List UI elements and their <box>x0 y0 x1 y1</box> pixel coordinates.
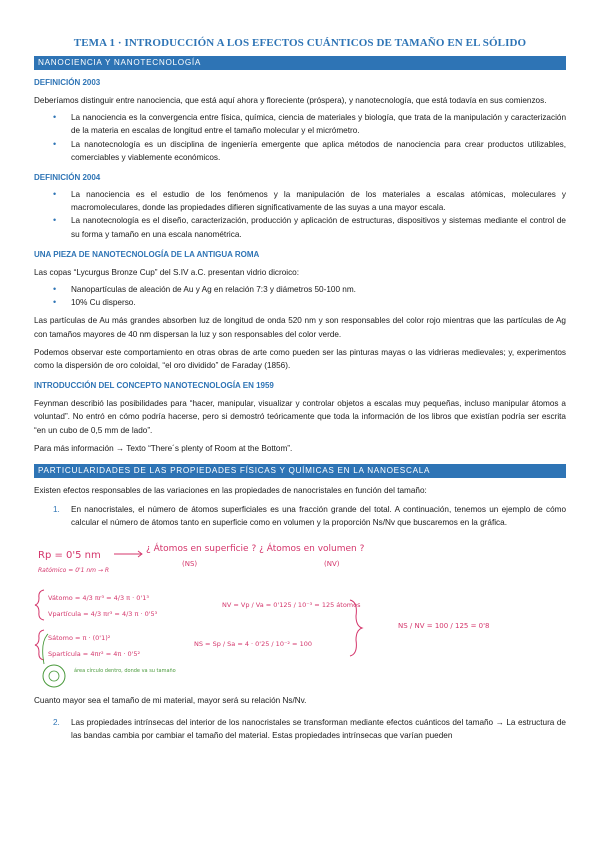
paragraph-2003-intro: Deberíamos distinguir entre nanociencia, que está aquí ahora y floreciente (próspera), y nanotecnología, que está todavía en sus comienzos. <box>34 96 547 105</box>
note-circle: área círculo dentro, donde va su tamaño <box>74 667 176 674</box>
note-rp: Rp = 0'5 nm <box>38 549 101 561</box>
note-satomo: Sátomo = π · (0'1)² <box>48 633 111 642</box>
handwritten-calculation <box>34 534 566 692</box>
bullet-list-2003 <box>34 111 566 164</box>
item-number: 2. <box>53 717 60 727</box>
subheading-definicion-2003: DEFINICIÓN 2003 <box>34 78 101 87</box>
numbered-item <box>34 716 566 742</box>
numbered-list-2 <box>34 716 566 742</box>
note-sparticula: Spartícula = 4πr² = 4π · 0'5² <box>48 649 141 658</box>
numbered-list-1 <box>34 503 566 529</box>
note-nv-tag: (NV) <box>324 559 340 568</box>
paragraph-relacion: Cuanto mayor sea el tamaño de mi material, mayor será su relación Ns/Nv. <box>34 695 307 705</box>
note-ns-equation: NS = Sp / Sa = 4 · 0'25 / 10⁻² = 100 <box>194 639 312 648</box>
subheading-antigua-roma: UNA PIEZA DE NANOTECNOLOGÍA DE LA ANTIGUA ROMA <box>34 249 260 259</box>
item-text: Las propiedades intrínsecas del interior de los nanocristales se transforman mediante efectos cuánticos del tamaño → La estructura de las bandas cambia por cambiar el tamaño del material. Estas propiedades intrínsecas que varían pueden <box>71 717 566 741</box>
paragraph-roma-intro: Las copas “Lycurgus Bronze Cup” del S.IV a.C. presentan vidrio dicroico: <box>34 267 300 277</box>
bullet-item: • La nanotecnología es el diseño, caracterización, producción y aplicación de estructuras, dispositivos y sistemas mediante el control de su forma y tamaño en una escala nanométrica. <box>34 214 566 240</box>
section-heading-particularidades: PARTICULARIDADES DE LAS PROPIEDADES FÍSICAS Y QUÍMICAS EN LA NANOESCALA <box>34 464 566 478</box>
bullet-item: • La nanociencia es el estudio de los fenómenos y la manipulación de los materiales a escalas atómicas, moleculares y macromoleculares, donde las propiedades difieren significativamente de las suyas a una mayor escala. <box>34 188 566 214</box>
note-nv-equation: NV = Vp / Va = 0'125 / 10⁻³ = 125 átomos <box>222 600 361 609</box>
numbered-item <box>34 503 566 529</box>
paragraph-efectos-intro: Existen efectos responsables de las variaciones en las propiedades de nanocristales en función del tamaño: <box>34 486 427 496</box>
paragraph-roma-colores: Las partículas de Au más grandes absorben luz de longitud de onda 520 nm y son responsables del color rojo mientras que las partículas de Ag con tamaños mayores de 40 nm dispersan la luz y son responsables del color verde. <box>34 316 566 339</box>
paragraph-feynman: Feynman describió las posibilidades para “hacer, manipular, visualizar y controlar objetos a escalas muy pequeñas, incluso manipular átomos a voluntad”. No entró en cómo podría hacerse, pero si demostró teóricamente que toda la información de los libros que existían podría ser escrita “en un cubo de 0,5 mm de lado”. <box>34 399 566 435</box>
bullet-item: • Nanopartículas de aleación de Au y Ag en relación 7:3 y diámetros 50-100 nm. <box>34 283 566 296</box>
bullet-list-2004 <box>34 188 566 241</box>
bullet-item: • La nanociencia es la convergencia entre física, química, ciencia de materiales y biología, que trata de la manipulación y caracterización de la materia en escalas de longitud entre el tamaño molecular y el micrómetro. <box>34 111 566 137</box>
paragraph-roma-obras: Podemos observar este comportamiento en otras obras de arte como pueden ser las pinturas mayas o las vidrieras medievales; y, experimentos como la dispersión de oro coloidal, “el oro dividido” de Faraday (1856). <box>34 347 566 371</box>
note-ns-tag: (NS) <box>182 559 198 568</box>
item-number: 1. <box>53 505 60 515</box>
bullet-item: • La nanotecnología es un disciplina de ingeniería emergente que aplica métodos de nanociencia para crear productos utilizables, comerciables y viablemente económicos. <box>34 138 566 164</box>
item-text: En nanocristales, el número de átomos superficiales es una fracción grande del total. A continuación, tenemos un ejemplo de cómo calcular el número de átomos tanto en superficie como en volumen y la proporción Ns/Nv que buscaremos en la gráfica. <box>71 505 566 528</box>
note-ratomico: Ratómico = 0'1 nm → R <box>38 566 110 574</box>
page-title: TEMA 1 · INTRODUCCIÓN A LOS EFECTOS CUÁNTICOS DE TAMAÑO EN EL SÓLIDO <box>73 37 527 49</box>
particle-circle-icon <box>43 665 65 687</box>
atom-circle-icon <box>49 671 59 681</box>
bullet-item: • 10% Cu disperso. <box>34 296 566 309</box>
note-vparticula: Vpartícula = 4/3 πr³ = 4/3 π · 0'5³ <box>48 609 158 618</box>
section-heading-nanociencia: NANOCIENCIA Y NANOTECNOLOGÍA <box>34 56 566 70</box>
note-question: ¿ Átomos en superficie ? ¿ Átomos en volumen ? <box>146 543 365 554</box>
subheading-definicion-2004: DEFINICIÓN 2004 <box>34 173 101 183</box>
paragraph-mas-informacion: Para más información → Texto “There´s plenty of Room at the Bottom”. <box>34 443 293 453</box>
note-vatomo: Vátomo = 4/3 πr³ = 4/3 π · 0'1³ <box>48 593 149 602</box>
bullet-list-roma <box>34 283 566 309</box>
arrow-icon <box>114 551 142 557</box>
handwritten-notes <box>34 534 566 692</box>
note-ratio: NS / NV = 100 / 125 = 0'8 <box>398 621 490 630</box>
brace-icon <box>35 590 44 620</box>
subheading-concepto-1959: INTRODUCCIÓN DEL CONCEPTO NANOTECNOLOGÍA EN 1959 <box>34 381 274 391</box>
